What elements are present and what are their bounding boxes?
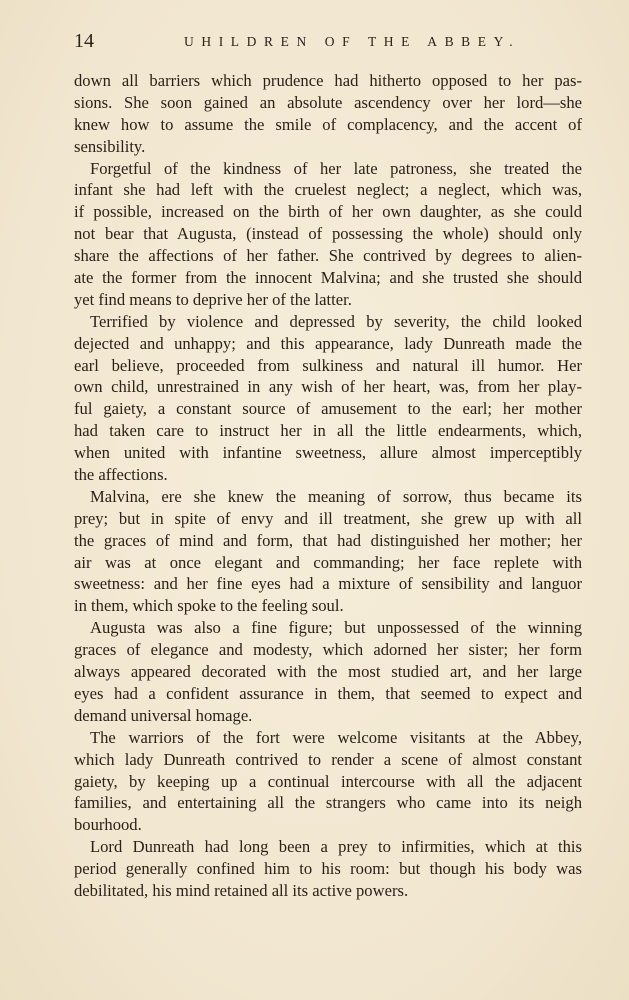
text-line: sweetness: and her fine eyes had a mixture of sensibility and languor bbox=[74, 574, 582, 594]
text-line: the graces of mind and form, that had distinguished her mother; her bbox=[74, 530, 582, 550]
text-line: debilitated, his mind retained all its active powers. bbox=[74, 880, 409, 900]
text-line: which lady Dunreath contrived to render a scene of almost constant bbox=[74, 749, 582, 769]
text-line: when united with infantine sweetness, allure almost imperceptibly bbox=[74, 443, 582, 463]
page-header bbox=[74, 28, 582, 54]
text-line: infant she had left with the cruelest neglect; a neglect, which was, bbox=[74, 180, 582, 200]
text-line: dejected and unhappy; and this appearance, lady Dunreath made the bbox=[74, 333, 582, 353]
text-line: Terrified by violence and depressed by severity, the child looked bbox=[90, 311, 582, 331]
text-line: period generally confined him to his room: but though his body was bbox=[74, 859, 582, 879]
text-line: prey; but in spite of envy and ill treatment, she grew up with all bbox=[74, 508, 582, 528]
text-line: own child, unrestrained in any wish of her heart, was, from her play- bbox=[74, 377, 582, 397]
text-line: Malvina, ere she knew the meaning of sorrow, thus became its bbox=[90, 486, 582, 506]
text-line: knew how to assume the smile of complacency, and the accent of bbox=[74, 114, 582, 134]
text-line: air was at once elegant and commanding; her face replete with bbox=[74, 552, 582, 572]
paragraph bbox=[74, 617, 582, 726]
text-line: not bear that Augusta, (instead of possessing the whole) should only bbox=[74, 224, 582, 244]
text-line: Augusta was also a fine figure; but unpossessed of the winning bbox=[90, 618, 582, 638]
text-line: down all barriers which prudence had hitherto opposed to her pas- bbox=[74, 71, 582, 90]
paragraph bbox=[74, 311, 582, 486]
text-line: yet find means to deprive her of the latter. bbox=[74, 289, 352, 309]
text-line: ate the former from the innocent Malvina; and she trusted she should bbox=[74, 268, 582, 288]
text-line: gaiety, by keeping up a continual intercourse with all the adjacent bbox=[74, 771, 582, 791]
text-line: Forgetful of the kindness of her late patroness, she treated the bbox=[90, 158, 582, 178]
text-line: demand universal homage. bbox=[74, 705, 253, 725]
text-line: eyes had a confident assurance in them, that seemed to expect and bbox=[74, 683, 582, 703]
paragraph bbox=[74, 70, 582, 158]
text-line: earl believe, proceeded from sulkiness and natural ill humor. Her bbox=[74, 355, 582, 375]
running-title: UHILDREN OF THE ABBEY. bbox=[184, 34, 521, 49]
paragraph bbox=[74, 836, 582, 902]
body-text bbox=[74, 70, 582, 902]
text-line: ful gaiety, a constant source of amusement to the earl; her mother bbox=[74, 399, 582, 419]
text-line: if possible, increased on the birth of her own daughter, as she could bbox=[74, 202, 582, 222]
text-line: had taken care to instruct her in all the little endearments, which, bbox=[74, 421, 582, 441]
text-line: sions. She soon gained an absolute ascendency over her lord—she bbox=[74, 92, 582, 112]
text-line: in them, which spoke to the feeling soul. bbox=[74, 596, 344, 616]
page-number: 14 bbox=[74, 30, 94, 52]
text-line: The warriors of the fort were welcome visitants at the Abbey, bbox=[90, 727, 582, 747]
paragraph bbox=[74, 158, 582, 311]
paragraph bbox=[74, 727, 582, 836]
text-line: graces of elegance and modesty, which adorned her sister; her form bbox=[74, 640, 582, 660]
text-line: families, and entertaining all the strangers who came into its neigh bbox=[74, 793, 582, 813]
text-line: sensibility. bbox=[74, 136, 146, 156]
text-line: Lord Dunreath had long been a prey to infirmities, which at this bbox=[90, 837, 582, 857]
text-line: the affections. bbox=[74, 465, 168, 485]
text-line: share the affections of her father. She contrived by degrees to alien- bbox=[74, 246, 582, 266]
paragraph bbox=[74, 486, 582, 617]
text-line: bourhood. bbox=[74, 815, 142, 835]
text-line: always appeared decorated with the most studied art, and her large bbox=[74, 662, 582, 682]
